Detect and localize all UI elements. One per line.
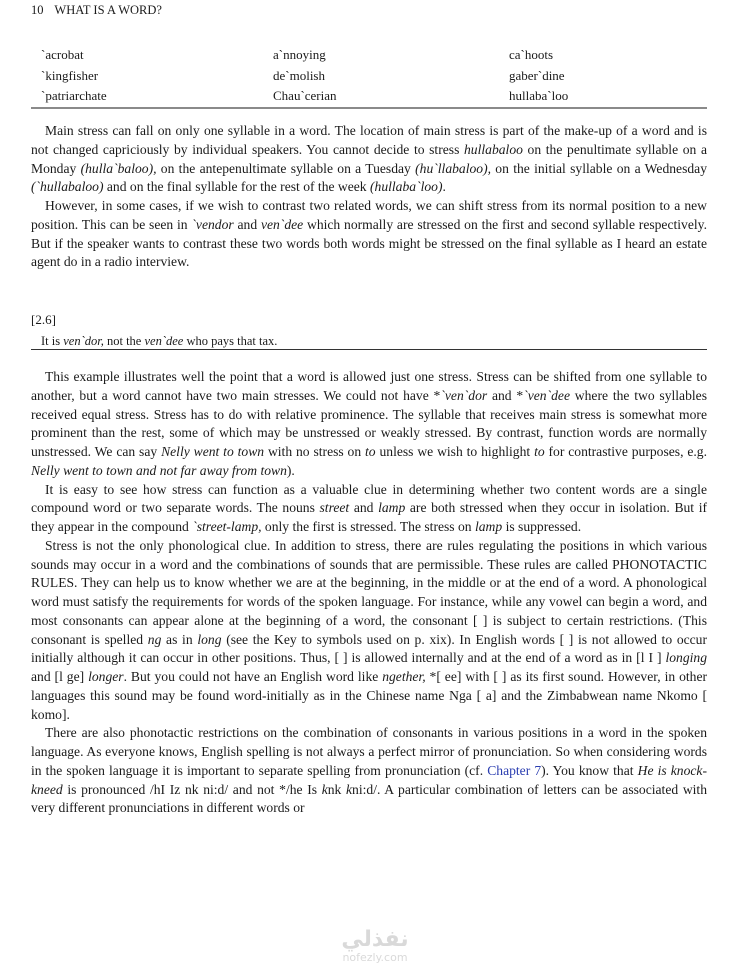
italic-term: lamp bbox=[474, 519, 503, 534]
text: are both stressed when they occur in isolation. But if they appear in the compound bbox=[31, 500, 708, 534]
watermark-url: nofezly.com bbox=[342, 951, 408, 964]
text: on the antepenultimate syllable on a Tuesday bbox=[156, 160, 416, 176]
text: is suppressed. bbox=[502, 519, 582, 534]
italic-term: to bbox=[365, 444, 376, 459]
running-head bbox=[31, 3, 162, 18]
text: *[ ee] with [ ] as its first sound. However, in other languages this sound may be found word-initially as in the Chinese name Nga [ a] and the Zimbabwean name Nkomo [ komo]. bbox=[31, 669, 708, 722]
text: . But you could not have an English word like bbox=[123, 669, 383, 684]
text: only the first is stressed. The stress on bbox=[261, 519, 475, 534]
example-sentence bbox=[31, 334, 707, 350]
text: with no stress on bbox=[264, 444, 366, 459]
text: Stress is not the only phonological clue. In addition to stress, there are rules regulating the positions in which various sounds may occur in a word and the combinations of sounds that are permissible. These rules are called PHONOTACTIC RULES. They can help us to know whether we are at the beginning, in the middle or at the end of a word. A phonological word must satisfy the requirements for words of the spoken language. For instance, while any vowel can begin a word, and most consonants can appear alone at the beginning of a word, the consonant [ ] is subject to certain restrictions. (This consonant is spelled bbox=[31, 537, 707, 647]
text: where the two syllables received equal stress. Stress has to do with relative prominence. The syllable that receives main stress is somewhat more prominent than the rest, some of which may be unstressed or weakly stressed. By contrast, function words are normally unstressed. We can say bbox=[31, 387, 707, 459]
italic-term: ven`dee bbox=[260, 216, 304, 232]
text: and bbox=[349, 500, 379, 516]
text: as in bbox=[161, 631, 198, 647]
watermark-arabic: نفذلي bbox=[341, 927, 409, 952]
table-row bbox=[31, 86, 707, 107]
watermark-logo bbox=[330, 928, 420, 964]
italic-term: Nelly went to town and not far away from town bbox=[31, 462, 287, 478]
text: This example illustrates well the point that a word is allowed just one stress. Stress can be shifted from one syllable to another, but a word cannot have two main stresses. We could not have * bbox=[31, 369, 707, 403]
chapter-title: WHAT IS A WORD? bbox=[54, 3, 162, 17]
text: unless we wish to highlight bbox=[375, 444, 535, 459]
text: which normally are stressed on the first and second syllable respectively. But if the speaker wants to contrast these two words both words might be stressed on the final syllable as I heard an estate agent do in a radio interview. bbox=[31, 216, 707, 270]
text: nk bbox=[327, 781, 346, 797]
italic-term: (`hullabaloo) bbox=[31, 179, 104, 195]
paragraph-phonotactic-rules bbox=[31, 537, 707, 725]
table-cell: a`nnoying bbox=[273, 47, 326, 62]
table-cell: ca`hoots bbox=[509, 47, 554, 62]
italic-term: longer bbox=[88, 669, 124, 684]
text: on the initial syllable on a Wednesday bbox=[491, 160, 707, 176]
italic-term: k bbox=[346, 781, 353, 797]
paragraph-one-stress bbox=[31, 368, 707, 481]
italic-term: `vendor bbox=[191, 216, 234, 232]
page-number: 10 bbox=[31, 3, 44, 17]
text: is pronounced /hI Iz nk ni:d/ and not */he Is bbox=[62, 781, 322, 797]
text: ). You know that bbox=[541, 762, 638, 778]
italic-term: Nelly went to town bbox=[161, 444, 265, 459]
italic-term: k bbox=[321, 781, 328, 797]
italic-term: street bbox=[319, 500, 350, 516]
table-cell: `acrobat bbox=[41, 47, 84, 62]
text: ni:d/. A particular combination of letters can be associated with very different pronunciations in different words or bbox=[31, 781, 707, 816]
paragraph-consonant-restrictions bbox=[31, 724, 707, 818]
table-row bbox=[31, 66, 707, 87]
italic-term: ven`dor, bbox=[63, 334, 104, 348]
stress-word-table bbox=[31, 45, 707, 109]
italic-term: lamp bbox=[378, 500, 406, 516]
table-cell: Chau`cerian bbox=[273, 88, 337, 103]
text: not the bbox=[103, 334, 145, 348]
text: on the penultimate syllable on a Monday bbox=[31, 141, 707, 176]
italic-term: `street-lamp, bbox=[192, 519, 262, 534]
text: It is easy to see how stress can function as a valuable clue in determining whether two content words are a single compound word or two separate words. The nouns bbox=[31, 481, 707, 516]
text: ). bbox=[286, 462, 295, 478]
chapter-7-link[interactable]: Chapter 7 bbox=[487, 762, 542, 778]
italic-term: ven`dee bbox=[144, 334, 184, 348]
italic-term: to bbox=[534, 444, 545, 459]
italic-term: `ven`dee bbox=[523, 387, 570, 403]
table-cell: `patriarchate bbox=[41, 88, 107, 103]
text: Main stress can fall on only one syllable in a word. The location of main stress is part of the make-up of a word and is not changed capriciously by individual speakers. You cannot decide to stress bbox=[31, 123, 707, 157]
italic-term: (hulla`baloo), bbox=[80, 160, 157, 176]
italic-term: ng bbox=[147, 631, 162, 647]
body-section-2 bbox=[31, 368, 707, 818]
text: and * bbox=[487, 387, 524, 403]
paragraph-contrast-stress bbox=[31, 197, 707, 272]
text: for contrastive purposes, e.g. bbox=[544, 444, 707, 459]
example-label: [2.6] bbox=[31, 312, 56, 327]
text: There are also phonotactic restrictions on the combination of consonants in various positions in a word in the spoken language. As everyone knows, English spelling is not always a perfect mirror of pronunciation. So when considering words in the spoken language it is important to separate spelling from pronunciation (cf. bbox=[31, 725, 707, 778]
paragraph-main-stress bbox=[31, 122, 707, 197]
italic-term: long bbox=[197, 631, 222, 647]
table-cell: hullaba`loo bbox=[509, 88, 569, 103]
italic-term: longing bbox=[665, 650, 707, 666]
table-cell: de`molish bbox=[273, 67, 325, 83]
table-cell: `kingfisher bbox=[41, 67, 99, 83]
text: and bbox=[233, 216, 261, 232]
italic-term: (hu`llabaloo), bbox=[415, 160, 492, 176]
italic-term: hullabaloo bbox=[464, 141, 523, 157]
italic-term: ngether, bbox=[382, 669, 426, 684]
text: (see the Key to symbols used on p. xix). In English words [ ] is not allowed to occur initially although it can occur in other positions. Thus, [ ] is allowed internally and at the end of a word as in [l I ] bbox=[31, 631, 708, 666]
table-row bbox=[31, 45, 707, 66]
italic-term: `ven`dor bbox=[440, 387, 488, 403]
text: . bbox=[442, 179, 446, 195]
table-cell: gaber`dine bbox=[509, 67, 565, 83]
text: and [l ge] bbox=[31, 669, 89, 684]
body-section-1 bbox=[31, 122, 707, 272]
paragraph-compound-stress bbox=[31, 481, 707, 537]
italic-term: He is knock-kneed bbox=[31, 762, 707, 797]
text: who pays that tax. bbox=[183, 334, 278, 348]
text: and on the final syllable for the rest of the week bbox=[103, 179, 370, 195]
italic-term: (hullaba`loo) bbox=[370, 179, 443, 195]
text: However, in some cases, if we wish to contrast two related words, we can shift stress from its normal position to a new position. This can be seen in bbox=[31, 198, 707, 232]
text: It is bbox=[41, 334, 64, 348]
